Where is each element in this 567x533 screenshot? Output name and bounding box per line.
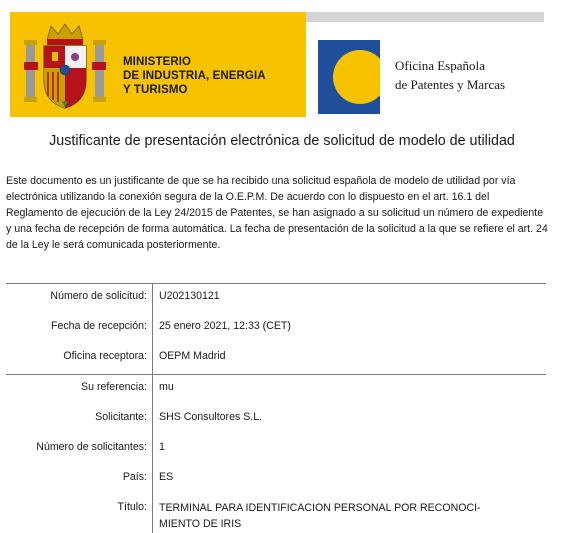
field-label: Su referencia: [81, 381, 147, 393]
intro-paragraph: Este documento es un justificante de que se ha recibido una solicitud española de modelo de utilidad por vía electrónica utilizando la conexión segura de la O.E.P.M. De acuerdo con lo dispuesto en el art. 16.1 del Reglamento de ejecución de la Ley 24/2015 de Patentes, se han asignado a su solicitud un número de expediente y una fecha de recepción de forma automática. La fecha de presentación de la solicitud a la que se refiere el art. 24 de la Ley le será comunicada posteriormente. [6, 175, 548, 251]
field-value: OEPM Madrid [159, 350, 226, 362]
field-label: País: [122, 471, 147, 483]
oepm-logo-block [318, 36, 548, 116]
letterhead [0, 0, 567, 120]
field-label: Oficina receptora: [63, 350, 147, 362]
ministry-logo-block [10, 12, 306, 117]
office-name: Oficina Española de Patentes y Marcas [395, 58, 506, 92]
field-value: 25 enero 2021, 12:33 (CET) [159, 320, 291, 332]
field-value: SHS Consultores S.L. [159, 411, 263, 423]
field-value: ES [159, 471, 174, 483]
field-label: Fecha de recepción: [51, 320, 147, 332]
field-label: Título: [117, 501, 147, 513]
ministry-name: MINISTERIO DE INDUSTRIA, ENERGIA Y TURISMO [123, 56, 266, 96]
table-mid-rule [6, 374, 546, 375]
field-label: Número de solicitantes: [36, 441, 147, 453]
field-value: TERMINAL PARA IDENTIFICACION PERSONAL POR RECONOCI- MIENTO DE IRIS [159, 502, 481, 530]
spanish-coat-of-arms-icon [24, 22, 106, 112]
table-column-divider [152, 283, 153, 533]
table-top-rule [6, 283, 546, 284]
field-value: mu [159, 381, 174, 393]
field-label: Número de solicitud: [50, 290, 147, 302]
field-value: 1 [159, 441, 165, 453]
page-title: Justificante de presentación electrónica de solicitud de modelo de utilidad [49, 133, 515, 149]
oepm-logo-icon [318, 36, 388, 116]
field-label: Solicitante: [95, 411, 147, 423]
field-value: U202130121 [159, 290, 220, 302]
